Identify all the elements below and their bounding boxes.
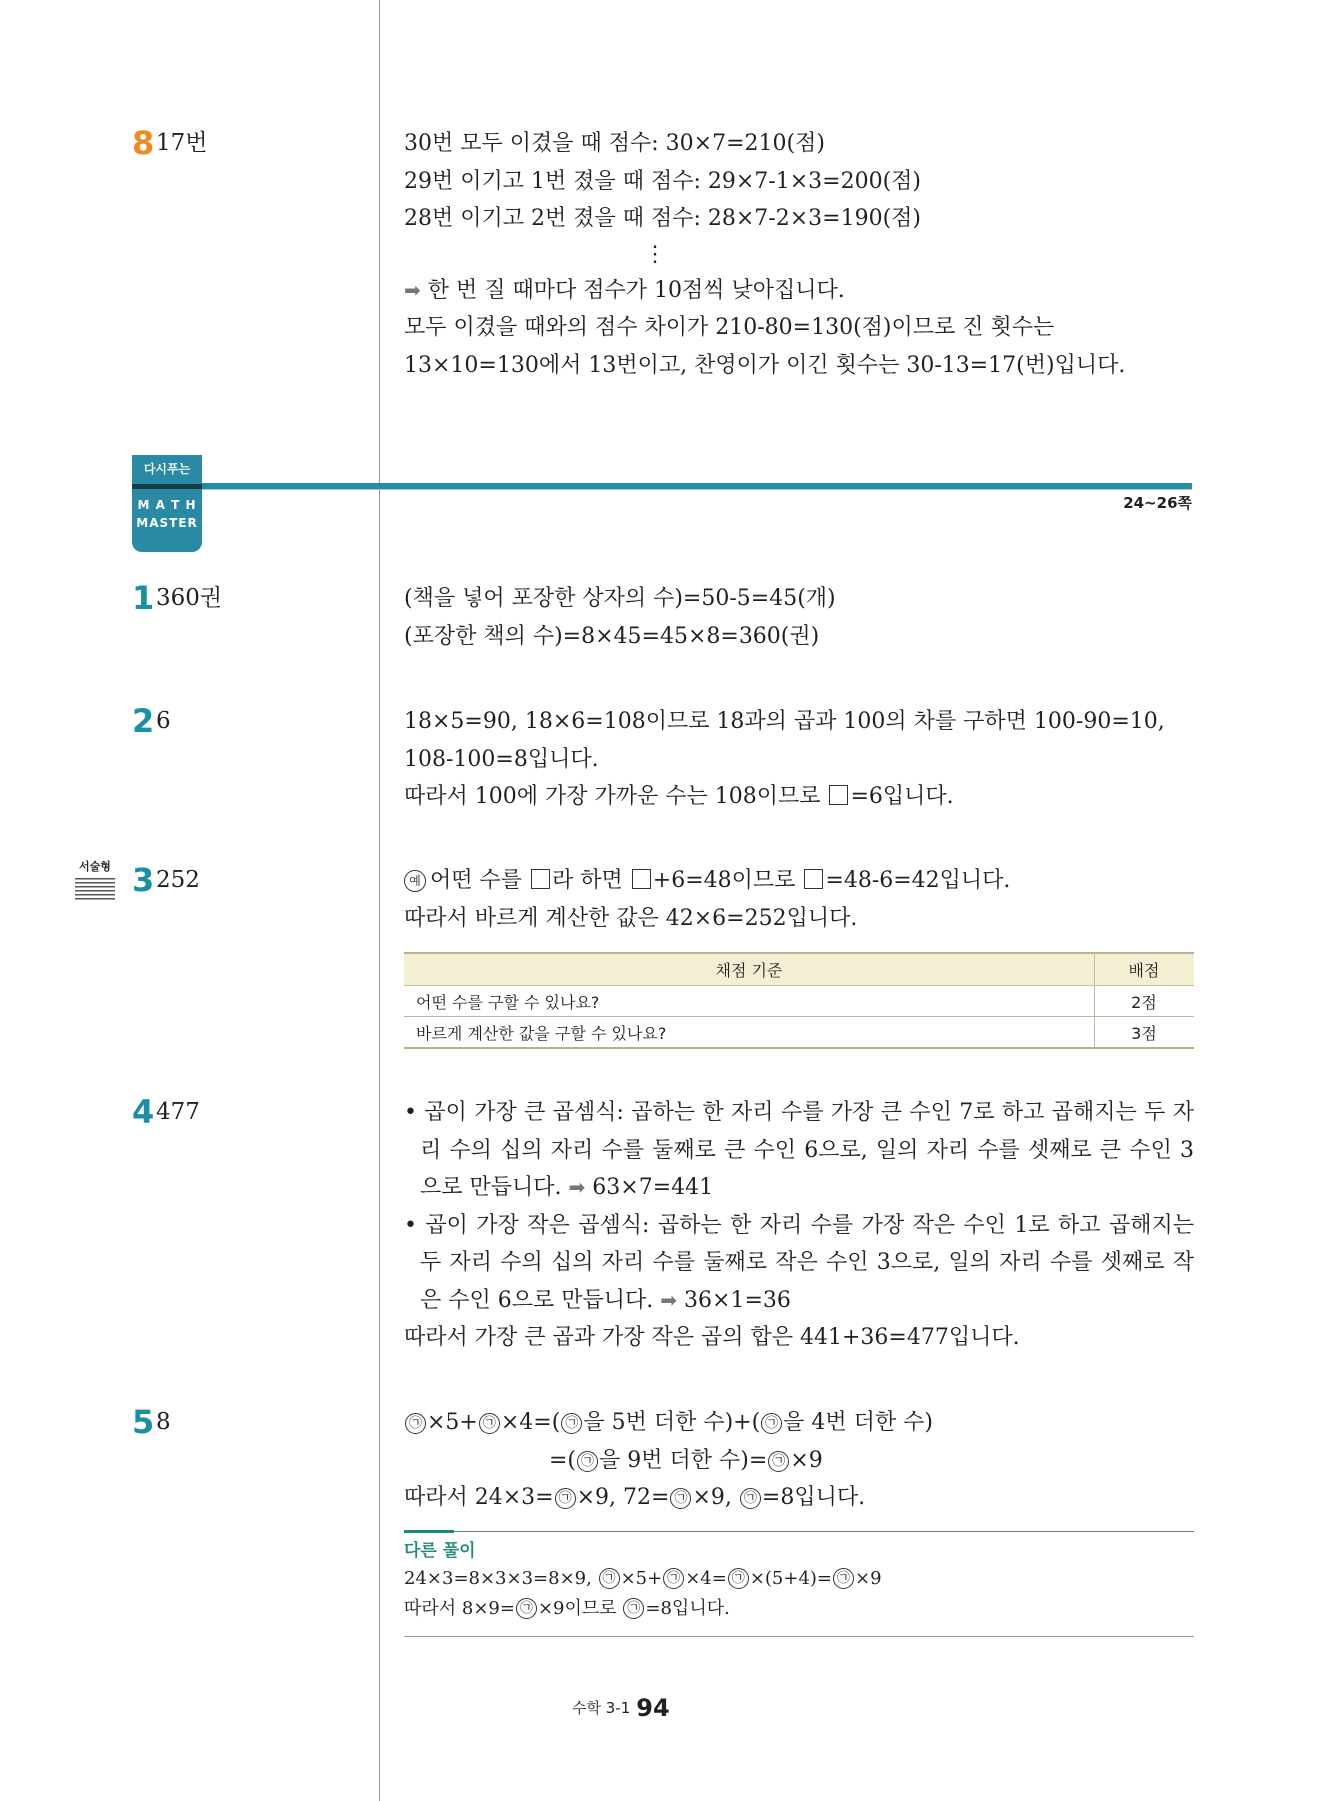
bullet-result: 36×1=36 xyxy=(684,1287,791,1313)
rubric-header-row xyxy=(404,953,1194,986)
solution-text-fragment: ×9, xyxy=(692,1485,739,1510)
solution-text-fragment: ×9, 72= xyxy=(576,1485,670,1510)
rubric-criteria: 바르게 계산한 값을 구할 수 있나요? xyxy=(404,1017,1095,1049)
solution-text xyxy=(404,125,1194,384)
circled-symbol: ㉠ xyxy=(833,1568,854,1589)
text-fragment: 24×3=8×3×3=8×9, xyxy=(404,1568,598,1589)
bullet-text: 곱이 가장 작은 곱셈식: 곱하는 한 자리 수를 가장 작은 수인 1로 하고 곱해지는 두 자리 수의 십의 자리 수를 둘째로 작은 수인 3으로, 일의 자리 수를 셋째로 작은 수인 6으로 만듭니다. xyxy=(420,1212,1194,1313)
example-mark: 예 xyxy=(404,870,426,892)
circled-symbol: ㉠ xyxy=(555,1488,576,1509)
solution-text-fragment: 따라서 24×3= xyxy=(404,1485,554,1510)
solution-line: 30번 모두 이겼을 때 점수: 30×7=210(점) xyxy=(404,131,825,156)
problem-answer: 252 xyxy=(156,867,200,893)
solution-line: (책을 넣어 포장한 상자의 수)=50-5=45(개) xyxy=(404,586,836,611)
solution-text-fragment: 을 5번 더한 수)+( xyxy=(583,1410,761,1435)
solution-line: 따라서 가장 큰 곱과 가장 작은 곱의 합은 441+36=477입니다. xyxy=(404,1325,1020,1350)
other-solution-accent xyxy=(404,1530,454,1533)
circled-symbol: ㉠ xyxy=(479,1413,500,1434)
column-divider xyxy=(379,0,380,1801)
text-fragment: =8입니다. xyxy=(645,1598,730,1619)
circled-symbol: ㉠ xyxy=(623,1598,644,1619)
solution-line: 18×5=90, 18×6=108이므로 18과의 곱과 100의 차를 구하면 100-90=10, xyxy=(404,709,1165,734)
problem-number: 3 xyxy=(132,861,155,899)
tab-label: 다시푸는 xyxy=(143,462,191,476)
text-fragment: ×(5+4)= xyxy=(749,1568,833,1589)
table-row xyxy=(404,986,1194,1017)
other-solution-line xyxy=(404,1594,1194,1624)
page-range: 24~26쪽 xyxy=(1123,494,1192,512)
problem-answer: 6 xyxy=(156,708,171,734)
arrow-right-icon: ➡ xyxy=(568,1175,586,1199)
list-item: • 곱이 가장 작은 곱셈식: 곱하는 한 자리 수를 가장 작은 수인 1로 하고 곱해지는 두 자리 수의 십의 자리 수를 둘째로 작은 수인 3으로, 일의 자리 수를 셋째로 작은 수인 6으로 만듭니다. ➡ 36×1=36 xyxy=(404,1212,1194,1313)
problem-answer: 360권 xyxy=(156,585,223,611)
circled-symbol: ㉠ xyxy=(670,1488,691,1509)
tab-math: M A T H xyxy=(137,498,197,512)
solution-text-fragment: =( xyxy=(549,1447,577,1473)
circled-symbol: ㉠ xyxy=(405,1413,426,1434)
solution-text-fragment: ×4=( xyxy=(500,1410,561,1435)
lines-icon xyxy=(75,878,115,900)
text-fragment: 따라서 8×9= xyxy=(404,1598,515,1619)
problem-answer: 8 xyxy=(156,1409,171,1435)
solution-line: 따라서 바르게 계산한 값은 42×6=252입니다. xyxy=(404,905,858,931)
text-fragment: ×9이므로 xyxy=(537,1598,623,1619)
blank-box xyxy=(829,785,848,805)
solution-text xyxy=(404,862,1194,937)
list-item: • 곱이 가장 큰 곱셈식: 곱하는 한 자리 수를 가장 큰 수인 7로 하고 곱해지는 두 자리 수의 십의 자리 수를 둘째로 큰 수인 6으로, 일의 자리 수를 셋째로 큰 수인 3으로 만듭니다. ➡ 63×7=441 xyxy=(404,1100,1194,1200)
circled-symbol: ㉠ xyxy=(761,1413,782,1434)
tab-divider xyxy=(132,484,202,489)
other-solution-title: 다른 풀이 xyxy=(404,1541,476,1561)
solution-text xyxy=(404,1404,1194,1517)
solution-text-fragment: ×5+ xyxy=(427,1410,478,1435)
math-master-tab xyxy=(132,455,202,552)
solution-text-fragment: 라 하면 xyxy=(552,868,623,893)
solution-text xyxy=(404,703,1194,816)
essay-tag xyxy=(75,860,115,900)
problem-number: 4 xyxy=(132,1093,155,1131)
circled-symbol: ㉠ xyxy=(728,1568,749,1589)
page-number: 94 xyxy=(636,1694,670,1722)
arrow-right-icon: ➡ xyxy=(404,277,421,302)
text-fragment: ×4= xyxy=(685,1568,727,1589)
section-rule-thin xyxy=(202,489,1192,490)
solution-text xyxy=(404,1094,1194,1357)
blank-box xyxy=(804,869,823,889)
text-fragment: ×5+ xyxy=(620,1568,663,1589)
problem-number: 1 xyxy=(132,579,155,617)
problem-number: 2 xyxy=(132,702,155,740)
footer-subject: 수학 3-1 xyxy=(572,1699,631,1717)
rubric-score: 3점 xyxy=(1095,1017,1195,1049)
rubric-table xyxy=(404,952,1194,1049)
rubric-criteria: 어떤 수를 구할 수 있나요? xyxy=(404,986,1095,1017)
essay-label: 서술형 xyxy=(79,860,111,873)
problem-answer: 17번 xyxy=(156,130,208,156)
solution-line: 한 번 질 때마다 점수가 10점씩 낮아집니다. xyxy=(427,277,845,303)
text-fragment: ×9 xyxy=(855,1568,882,1589)
tab-master: MASTER xyxy=(136,516,198,530)
solution-text-fragment: =48-6=42입니다. xyxy=(825,868,1011,893)
other-solution-box xyxy=(404,1531,1194,1637)
solution-line: 모두 이겼을 때와의 점수 차이가 210-80=130(점)이므로 진 횟수는 xyxy=(404,315,1055,340)
problem-number: 5 xyxy=(132,1403,155,1441)
blank-box xyxy=(632,869,651,889)
table-row xyxy=(404,1017,1194,1049)
circled-symbol: ㉠ xyxy=(768,1451,789,1472)
solution-line: 13×10=130에서 13번이고, 찬영이가 이긴 횟수는 30-13=17(번)입니다. xyxy=(404,352,1126,378)
solution-text-fragment: +6=48이므로 xyxy=(652,868,796,893)
bullet-text: 곱이 가장 큰 곱셈식: 곱하는 한 자리 수를 가장 큰 수인 7로 하고 곱해지는 두 자리 수의 십의 자리 수를 둘째로 큰 수인 6으로, 일의 자리 수를 셋째로 큰 수인 3으로 만듭니다. xyxy=(420,1100,1194,1200)
solution-text-fragment: 어떤 수를 xyxy=(430,868,523,893)
rubric-header-criteria: 채점 기준 xyxy=(404,953,1095,986)
solution-line: =6입니다. xyxy=(850,784,954,809)
solution-text xyxy=(404,580,1194,655)
page-footer xyxy=(572,1694,670,1722)
circled-symbol: ㉠ xyxy=(599,1568,620,1589)
solution-line: 28번 이기고 2번 졌을 때 점수: 28×7-2×3=190(점) xyxy=(404,206,922,231)
solution-line: 108-100=8입니다. xyxy=(404,746,599,772)
blank-box xyxy=(531,869,550,889)
bullet-result: 63×7=441 xyxy=(592,1175,714,1200)
circled-symbol: ㉠ xyxy=(663,1568,684,1589)
solution-text-fragment: 을 9번 더한 수)= xyxy=(599,1447,768,1473)
other-solution-line xyxy=(404,1564,1194,1594)
rubric-score: 2점 xyxy=(1095,986,1195,1017)
problem-answer: 477 xyxy=(156,1099,200,1125)
solution-text-fragment: ×9 xyxy=(790,1447,823,1473)
solution-line: (포장한 책의 수)=8×45=45×8=360(권) xyxy=(404,623,820,649)
solution-text-fragment: 을 4번 더한 수) xyxy=(783,1410,933,1435)
arrow-right-icon: ➡ xyxy=(660,1287,678,1312)
solution-line: 29번 이기고 1번 졌을 때 점수: 29×7-1×3=200(점) xyxy=(404,168,922,194)
circled-symbol: ㉠ xyxy=(577,1451,598,1472)
circled-symbol: ㉠ xyxy=(516,1598,537,1619)
problem-number: 8 xyxy=(132,124,155,162)
circled-symbol: ㉠ xyxy=(561,1413,582,1434)
solution-line: 따라서 100에 가장 가까운 수는 108이므로 xyxy=(404,784,821,809)
solution-text-fragment: =8입니다. xyxy=(761,1485,866,1510)
ellipsis: ⋮ xyxy=(644,241,666,267)
rubric-header-score: 배점 xyxy=(1095,953,1195,986)
circled-symbol: ㉠ xyxy=(740,1488,761,1509)
